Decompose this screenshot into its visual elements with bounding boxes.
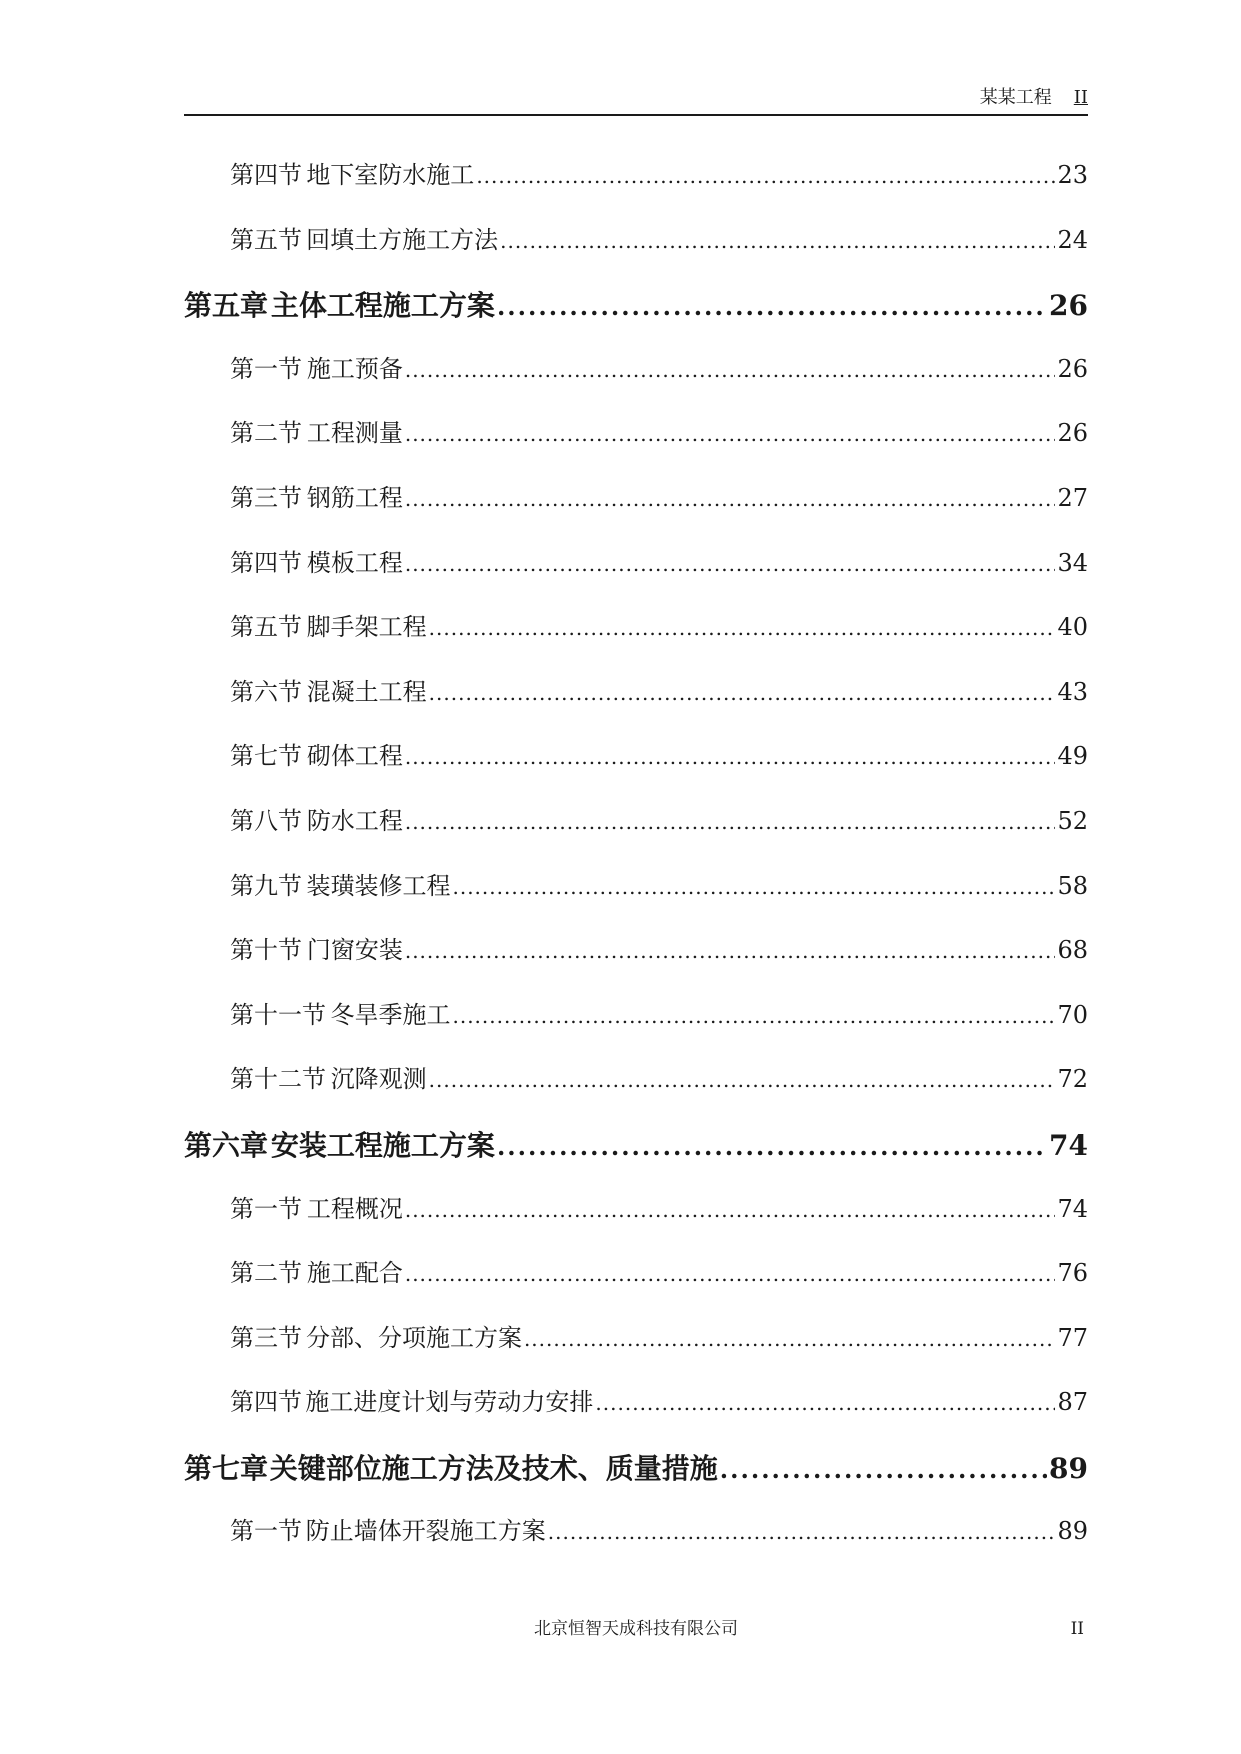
toc-entry-title: 主体工程施工方案 (270, 289, 495, 323)
toc-entry-page: 26 (1057, 354, 1088, 383)
toc-leader-dots (429, 616, 1056, 640)
toc-entry-title: 防水工程 (306, 806, 403, 835)
toc-entry-page: 87 (1057, 1388, 1088, 1417)
toc-entry-page: 89 (1057, 1517, 1088, 1546)
toc-entry-number: 第三节 (230, 1323, 302, 1352)
toc-entry-number: 第一节 (230, 1194, 302, 1223)
toc-section-entry[interactable] (184, 672, 1088, 737)
toc-leader-dots (548, 1520, 1056, 1544)
toc-entry-title: 门窗安装 (306, 936, 403, 965)
toc-section-entry[interactable] (184, 1318, 1088, 1383)
toc-entry-page: 70 (1057, 1000, 1088, 1029)
toc-entry-title: 砌体工程 (306, 742, 403, 771)
footer-company: 北京恒智天成科技有限公司 (534, 1619, 738, 1639)
toc-leader-dots (429, 681, 1056, 705)
toc-entry-title: 施工进度计划与劳动力安排 (305, 1388, 594, 1417)
toc-entry-number: 第一节 (230, 354, 302, 383)
toc-leader-dots (595, 1391, 1055, 1415)
toc-entry-number: 第七节 (230, 742, 302, 771)
header-title: 某某工程 (979, 87, 1052, 108)
toc-entry-page: 68 (1057, 936, 1088, 965)
toc-section-entry[interactable] (184, 866, 1088, 931)
toc-section-entry[interactable] (184, 801, 1088, 866)
toc-leader-dots (405, 422, 1056, 446)
toc-entry-number: 第十节 (230, 936, 302, 965)
table-of-contents (184, 155, 1088, 1576)
toc-entry-page: 27 (1057, 483, 1088, 512)
toc-chapter-entry[interactable] (184, 1447, 1088, 1512)
toc-section-entry[interactable] (184, 155, 1088, 220)
toc-entry-number: 第四节 (230, 161, 302, 189)
toc-leader-dots (476, 164, 1055, 188)
toc-section-entry[interactable] (184, 1382, 1088, 1447)
toc-entry-number: 第五节 (230, 613, 302, 642)
toc-entry-number: 第四节 (230, 1388, 302, 1417)
toc-leader-dots (497, 1132, 1047, 1161)
toc-entry-title: 工程概况 (306, 1194, 403, 1223)
toc-entry-title: 脚手架工程 (306, 613, 427, 642)
toc-section-entry[interactable] (184, 1511, 1088, 1576)
toc-entry-page: 24 (1057, 225, 1088, 254)
toc-leader-dots (405, 552, 1056, 576)
toc-leader-dots (500, 229, 1055, 253)
toc-entry-number: 第七章 (184, 1451, 269, 1485)
header-rule (184, 114, 1088, 116)
toc-entry-number: 第五章 (184, 289, 269, 323)
toc-entry-number: 第十二节 (230, 1065, 326, 1094)
toc-section-entry[interactable] (184, 607, 1088, 672)
toc-entry-number: 第二节 (230, 1259, 302, 1288)
page-header (184, 86, 1088, 116)
toc-entry-title: 施工预备 (306, 354, 403, 383)
toc-section-entry[interactable] (184, 995, 1088, 1060)
toc-section-entry[interactable] (184, 1189, 1088, 1254)
toc-entry-title: 分部、分项施工方案 (305, 1323, 522, 1352)
toc-section-entry[interactable] (184, 930, 1088, 995)
toc-entry-title: 防止墙体开裂施工方案 (305, 1517, 546, 1546)
toc-entry-page: 74 (1057, 1194, 1088, 1223)
header-text (980, 86, 1088, 110)
toc-leader-dots (405, 358, 1056, 382)
toc-entry-title: 混凝土工程 (306, 677, 427, 706)
toc-chapter-entry[interactable] (184, 1124, 1088, 1189)
toc-section-entry[interactable] (184, 349, 1088, 414)
toc-entry-title: 钢筋工程 (306, 483, 403, 512)
toc-entry-number: 第四节 (230, 548, 302, 577)
toc-entry-number: 第一节 (230, 1517, 302, 1546)
toc-leader-dots (452, 1004, 1055, 1028)
toc-entry-title: 安装工程施工方案 (270, 1128, 495, 1162)
toc-leader-dots (405, 810, 1056, 834)
toc-entry-page: 52 (1057, 806, 1088, 835)
toc-entry-page: 72 (1057, 1065, 1088, 1094)
toc-leader-dots (405, 1198, 1056, 1222)
toc-entry-page: 49 (1057, 742, 1088, 771)
toc-entry-title: 装璜装修工程 (306, 871, 451, 900)
toc-entry-number: 第九节 (230, 871, 302, 900)
toc-section-entry[interactable] (184, 736, 1088, 801)
toc-entry-title: 施工配合 (306, 1259, 403, 1288)
toc-entry-page: 77 (1057, 1323, 1088, 1352)
toc-section-entry[interactable] (184, 413, 1088, 478)
toc-entry-number: 第五节 (230, 225, 302, 254)
toc-entry-page: 26 (1057, 419, 1088, 448)
toc-leader-dots (452, 875, 1055, 899)
toc-entry-page: 23 (1057, 161, 1088, 189)
page-footer (184, 1616, 1088, 1642)
toc-entry-page: 76 (1057, 1259, 1088, 1288)
toc-section-entry[interactable] (184, 1059, 1088, 1124)
toc-entry-number: 第十一节 (230, 1000, 326, 1029)
toc-chapter-entry[interactable] (184, 284, 1088, 349)
toc-section-entry[interactable] (184, 543, 1088, 608)
toc-leader-dots (405, 939, 1056, 963)
toc-entry-page: 43 (1057, 677, 1088, 706)
toc-entry-page: 34 (1057, 548, 1088, 577)
toc-entry-number: 第二节 (230, 419, 302, 448)
toc-entry-page: 58 (1057, 871, 1088, 900)
toc-entry-number: 第六节 (230, 677, 302, 706)
toc-entry-page: 26 (1049, 289, 1088, 323)
toc-entry-page: 89 (1049, 1451, 1088, 1485)
toc-leader-dots (405, 745, 1056, 769)
toc-section-entry[interactable] (184, 478, 1088, 543)
toc-entry-title: 冬旱季施工 (330, 1000, 451, 1029)
toc-entry-title: 沉降观测 (330, 1065, 427, 1094)
toc-entry-number: 第三节 (230, 483, 302, 512)
toc-entry-title: 地下室防水施工 (306, 161, 475, 189)
toc-entry-title: 关键部位施工方法及技术、质量措施 (269, 1451, 718, 1485)
toc-leader-dots (720, 1455, 1047, 1484)
toc-section-entry[interactable] (184, 1253, 1088, 1318)
toc-leader-dots (405, 1262, 1056, 1286)
header-page-number: II (1073, 87, 1088, 108)
toc-entry-number: 第八节 (230, 806, 302, 835)
toc-leader-dots (405, 487, 1056, 511)
toc-section-entry[interactable] (184, 220, 1088, 285)
toc-entry-title: 模板工程 (306, 548, 403, 577)
toc-entry-number: 第六章 (184, 1128, 269, 1162)
toc-entry-title: 工程测量 (306, 419, 403, 448)
toc-entry-page: 74 (1049, 1128, 1088, 1162)
toc-leader-dots (429, 1068, 1056, 1092)
toc-entry-page: 40 (1057, 613, 1088, 642)
toc-leader-dots (497, 292, 1047, 321)
toc-leader-dots (524, 1327, 1056, 1351)
footer-page-number: II (1070, 1619, 1084, 1639)
toc-entry-title: 回填土方施工方法 (306, 225, 499, 254)
